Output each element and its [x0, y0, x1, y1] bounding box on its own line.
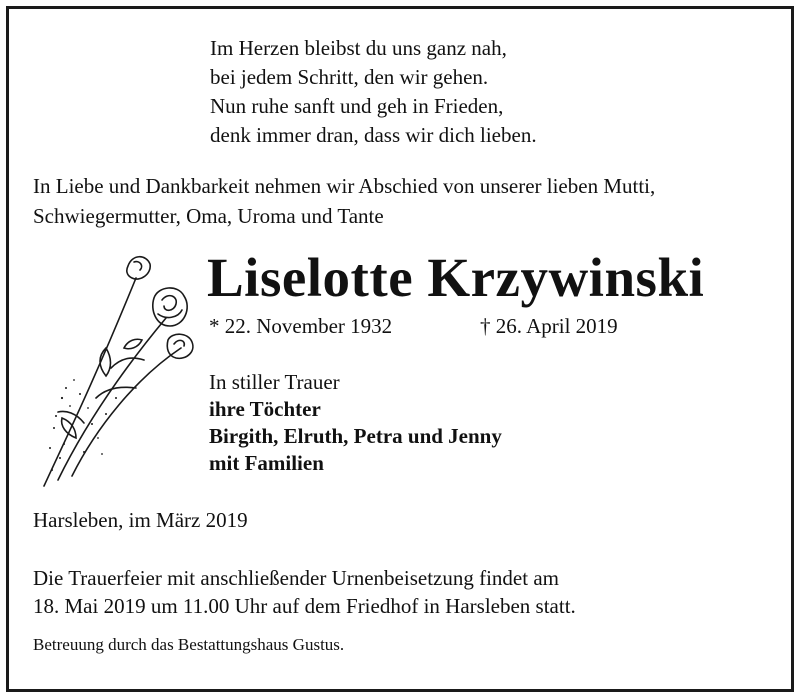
poem-line: bei jedem Schritt, den wir gehen. — [210, 65, 489, 89]
poem-line: Nun ruhe sanft und geh in Frieden, — [210, 94, 504, 118]
mourners-intro: In stiller Trauer — [209, 370, 340, 394]
mourners-families: mit Familien — [209, 451, 324, 475]
birth-date: * 22. November 1932 — [209, 314, 393, 338]
stem — [58, 318, 166, 480]
mourners-relation: ihre Töchter — [209, 397, 321, 421]
intro-text — [33, 171, 655, 231]
poem-line: Im Herzen bleibst du uns ganz nah, — [210, 36, 507, 60]
rose-bloom — [167, 334, 193, 358]
deceased-name: Liselotte Krzywinski — [207, 247, 705, 308]
death-date: † 26. April 2019 — [480, 314, 618, 338]
stem — [44, 278, 136, 486]
mourners-names: Birgith, Elruth, Petra und Jenny — [209, 424, 502, 448]
funeral-home-note: Betreuung durch das Bestattungshaus Gustus. — [33, 635, 345, 654]
poem — [210, 34, 537, 150]
intro-line: Schwiegermutter, Oma, Uroma und Tante — [33, 204, 384, 228]
funeral-line: 18. Mai 2019 um 11.00 Uhr auf dem Friedhof in Harsleben statt. — [33, 594, 576, 618]
rose-bud — [127, 257, 150, 279]
place-date: Harsleben, im März 2019 — [33, 508, 248, 532]
roses-illustration — [36, 248, 201, 493]
funeral-info — [33, 564, 576, 620]
rose-bloom — [153, 288, 187, 326]
intro-line: In Liebe und Dankbarkeit nehmen wir Abschied von unserer lieben Mutti, — [33, 174, 656, 198]
funeral-line: Die Trauerfeier mit anschließender Urnenbeisetzung findet am — [33, 566, 559, 590]
poem-line: denk immer dran, dass wir dich lieben. — [210, 123, 537, 147]
mourners-block — [209, 369, 502, 477]
